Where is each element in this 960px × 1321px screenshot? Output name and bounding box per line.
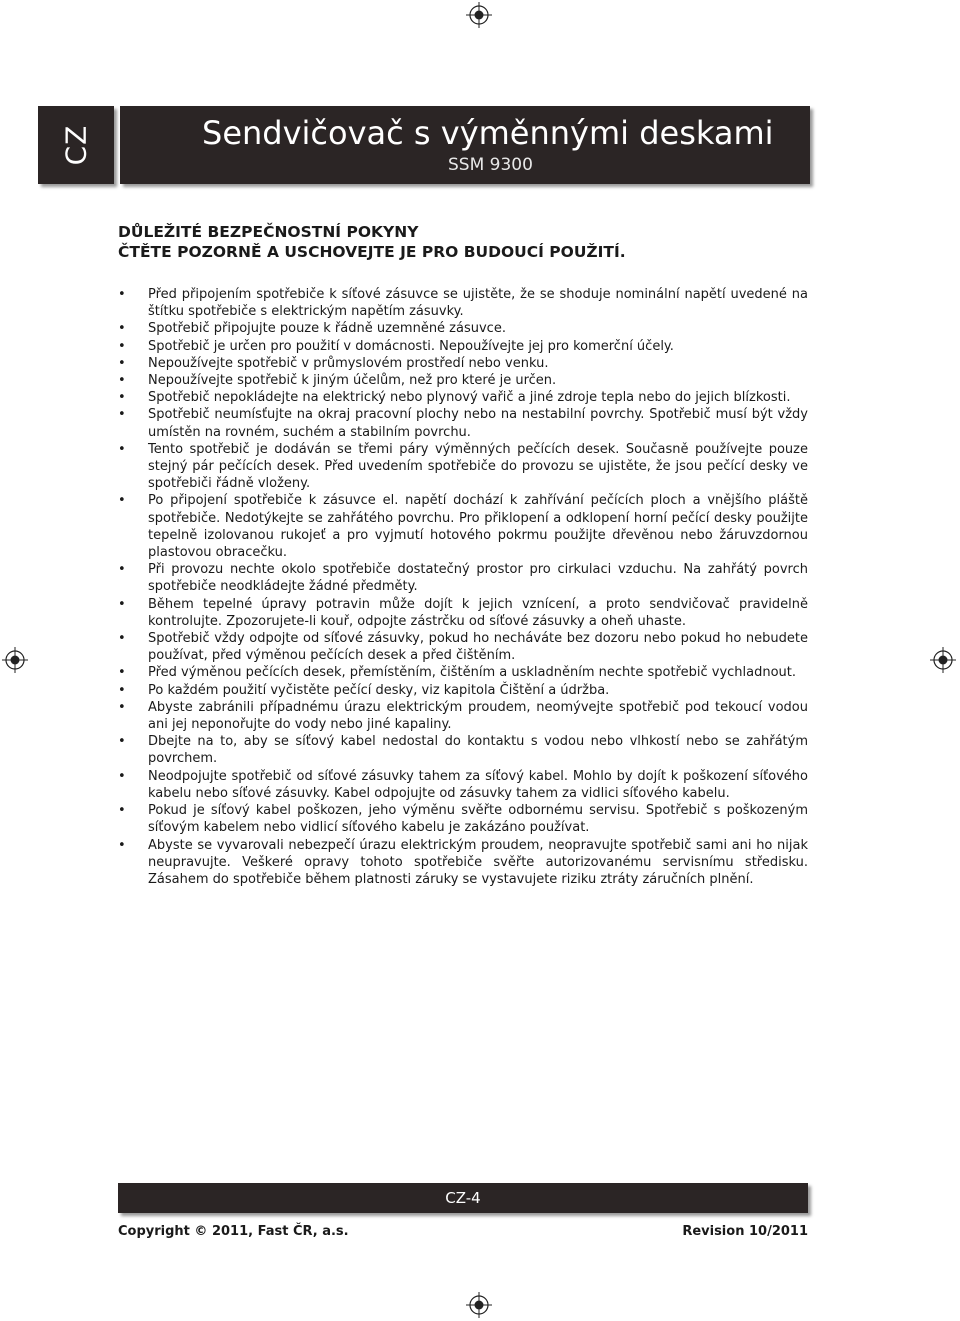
- registration-mark-icon: [2, 647, 28, 673]
- copyright-text: Copyright © 2011, Fast ČR, a.s.: [118, 1224, 349, 1239]
- page-number-bar: [118, 1183, 808, 1213]
- list-item: • Abyste se vyvarovali nebezpečí úrazu elektrickým proudem, neopravujte spotřebič sami ani ho nijak neupravujte. Veškeré opravy tohoto spotřebiče svěřte autorizovanému servisnímu středisku. Zásahem do spotřebiče během platnosti záruky se vystavujete riziku ztráty záručních plnění.: [118, 837, 808, 889]
- language-code: CZ: [59, 124, 93, 166]
- page-title: Sendvičovač s výměnnými deskami: [202, 114, 774, 152]
- list-item: • Nepoužívejte spotřebič v průmyslovém prostředí nebo venku.: [118, 355, 808, 372]
- page-number: CZ-4: [445, 1189, 481, 1207]
- list-item: • Tento spotřebič je dodáván se třemi páry výměnných pečících desek. Současně používejte pouze stejný pár pečících desek. Před uvedením spotřebiče do provozu se ujistěte, že jsou pečící desky ve spotřebiči řádně vloženy.: [118, 441, 808, 493]
- list-item: • Spotřebič je určen pro použití v domácnosti. Nepoužívejte jej pro komerční účely.: [118, 338, 808, 355]
- list-item: • Po připojení spotřebiče k zásuvce el. napětí dochází k zahřívání pečících ploch a vnějšího pláště spotřebiče. Nedotýkejte se zahřátého povrchu. Pro přiklopení a odklopení horní pečící desky použijte tepelně izolovanou rukojeť a pro vyjmutí hotového pokrmu použijte dřevěnou nebo žáruvzdornou plastovou obracečku.: [118, 492, 808, 561]
- registration-mark-icon: [930, 647, 956, 673]
- list-item: • Během tepelné úpravy potravin může dojít k jejich vznícení, a proto sendvičovač pravidelně kontrolujte. Zpozorujete-li kouř, odpojte zástrčku od síťové zásuvky a oheň uhaste.: [118, 596, 808, 630]
- list-item: • Před připojením spotřebiče k síťové zásuvce se ujistěte, že se shoduje nominální napětí uvedené na štítku spotřebiče s elektrickým napětím zásuvky.: [118, 286, 808, 320]
- list-item: • Po každém použití vyčistěte pečící desky, viz kapitola Čištění a údržba.: [118, 682, 808, 699]
- registration-mark-icon: [466, 1292, 492, 1318]
- safety-subheading: ČTĚTE POZORNĚ A USCHOVEJTE JE PRO BUDOUCÍ POUŽITÍ.: [118, 243, 626, 261]
- safety-headings: [118, 222, 818, 262]
- list-item: • Spotřebič neumísťujte na okraj pracovní plochy nebo na nestabilní povrchy. Spotřebič musí být vždy umístěn na rovném, suchém a stabilním povrchu.: [118, 406, 808, 440]
- safety-rules-list: [118, 286, 808, 888]
- list-item: • Pokud je síťový kabel poškozen, jeho výměnu svěřte odbornému servisu. Spotřebič s poškozeným síťovým kabelem nebo vidlicí síťového kabelu je zakázáno používat.: [118, 802, 808, 836]
- page-header: [38, 106, 810, 184]
- list-item: • Spotřebič vždy odpojte od síťové zásuvky, pokud ho necháváte bez dozoru nebo pokud ho nebudete používat, před výměnou pečících desek a před čištěním.: [118, 630, 808, 664]
- title-banner: [120, 106, 810, 184]
- list-item: • Spotřebič připojujte pouze k řádně uzemněné zásuvce.: [118, 320, 808, 337]
- list-item: • Abyste zabránili případnému úrazu elektrickým proudem, neomývejte spotřebič pod tekoucí vodou ani jej neponořujte do vody nebo jiné kapaliny.: [118, 699, 808, 733]
- language-tab: [38, 106, 114, 184]
- list-item: • Neodpojujte spotřebič od síťové zásuvky tahem za síťový kabel. Mohlo by dojít k poškození síťového kabelu nebo síťové zásuvky. Kabel odpojujte od zásuvky tahem za vidlici síťového kabelu.: [118, 768, 808, 802]
- list-item: • Nepoužívejte spotřebič k jiným účelům, než pro které je určen.: [118, 372, 808, 389]
- registration-mark-icon: [466, 2, 492, 28]
- revision-text: Revision 10/2011: [682, 1224, 808, 1239]
- list-item: • Při provozu nechte okolo spotřebiče dostatečný prostor pro cirkulaci vzduchu. Na zahřátý povrch spotřebiče neodkládejte žádné předměty.: [118, 561, 808, 595]
- list-item: • Dbejte na to, aby se síťový kabel nedostal do kontaktu s vodou nebo vlhkostí nebo se zahřátým povrchem.: [118, 733, 808, 767]
- safety-heading: DŮLEŽITÉ BEZPEČNOSTNÍ POKYNY: [118, 223, 419, 241]
- list-item: • Spotřebič nepokládejte na elektrický nebo plynový vařič a jiné zdroje tepla nebo do jejich blízkosti.: [118, 389, 808, 406]
- list-item: • Před výměnou pečících desek, přemístěním, čištěním a uskladněním nechte spotřebič vychladnout.: [118, 664, 808, 681]
- model-number: SSM 9300: [448, 155, 533, 175]
